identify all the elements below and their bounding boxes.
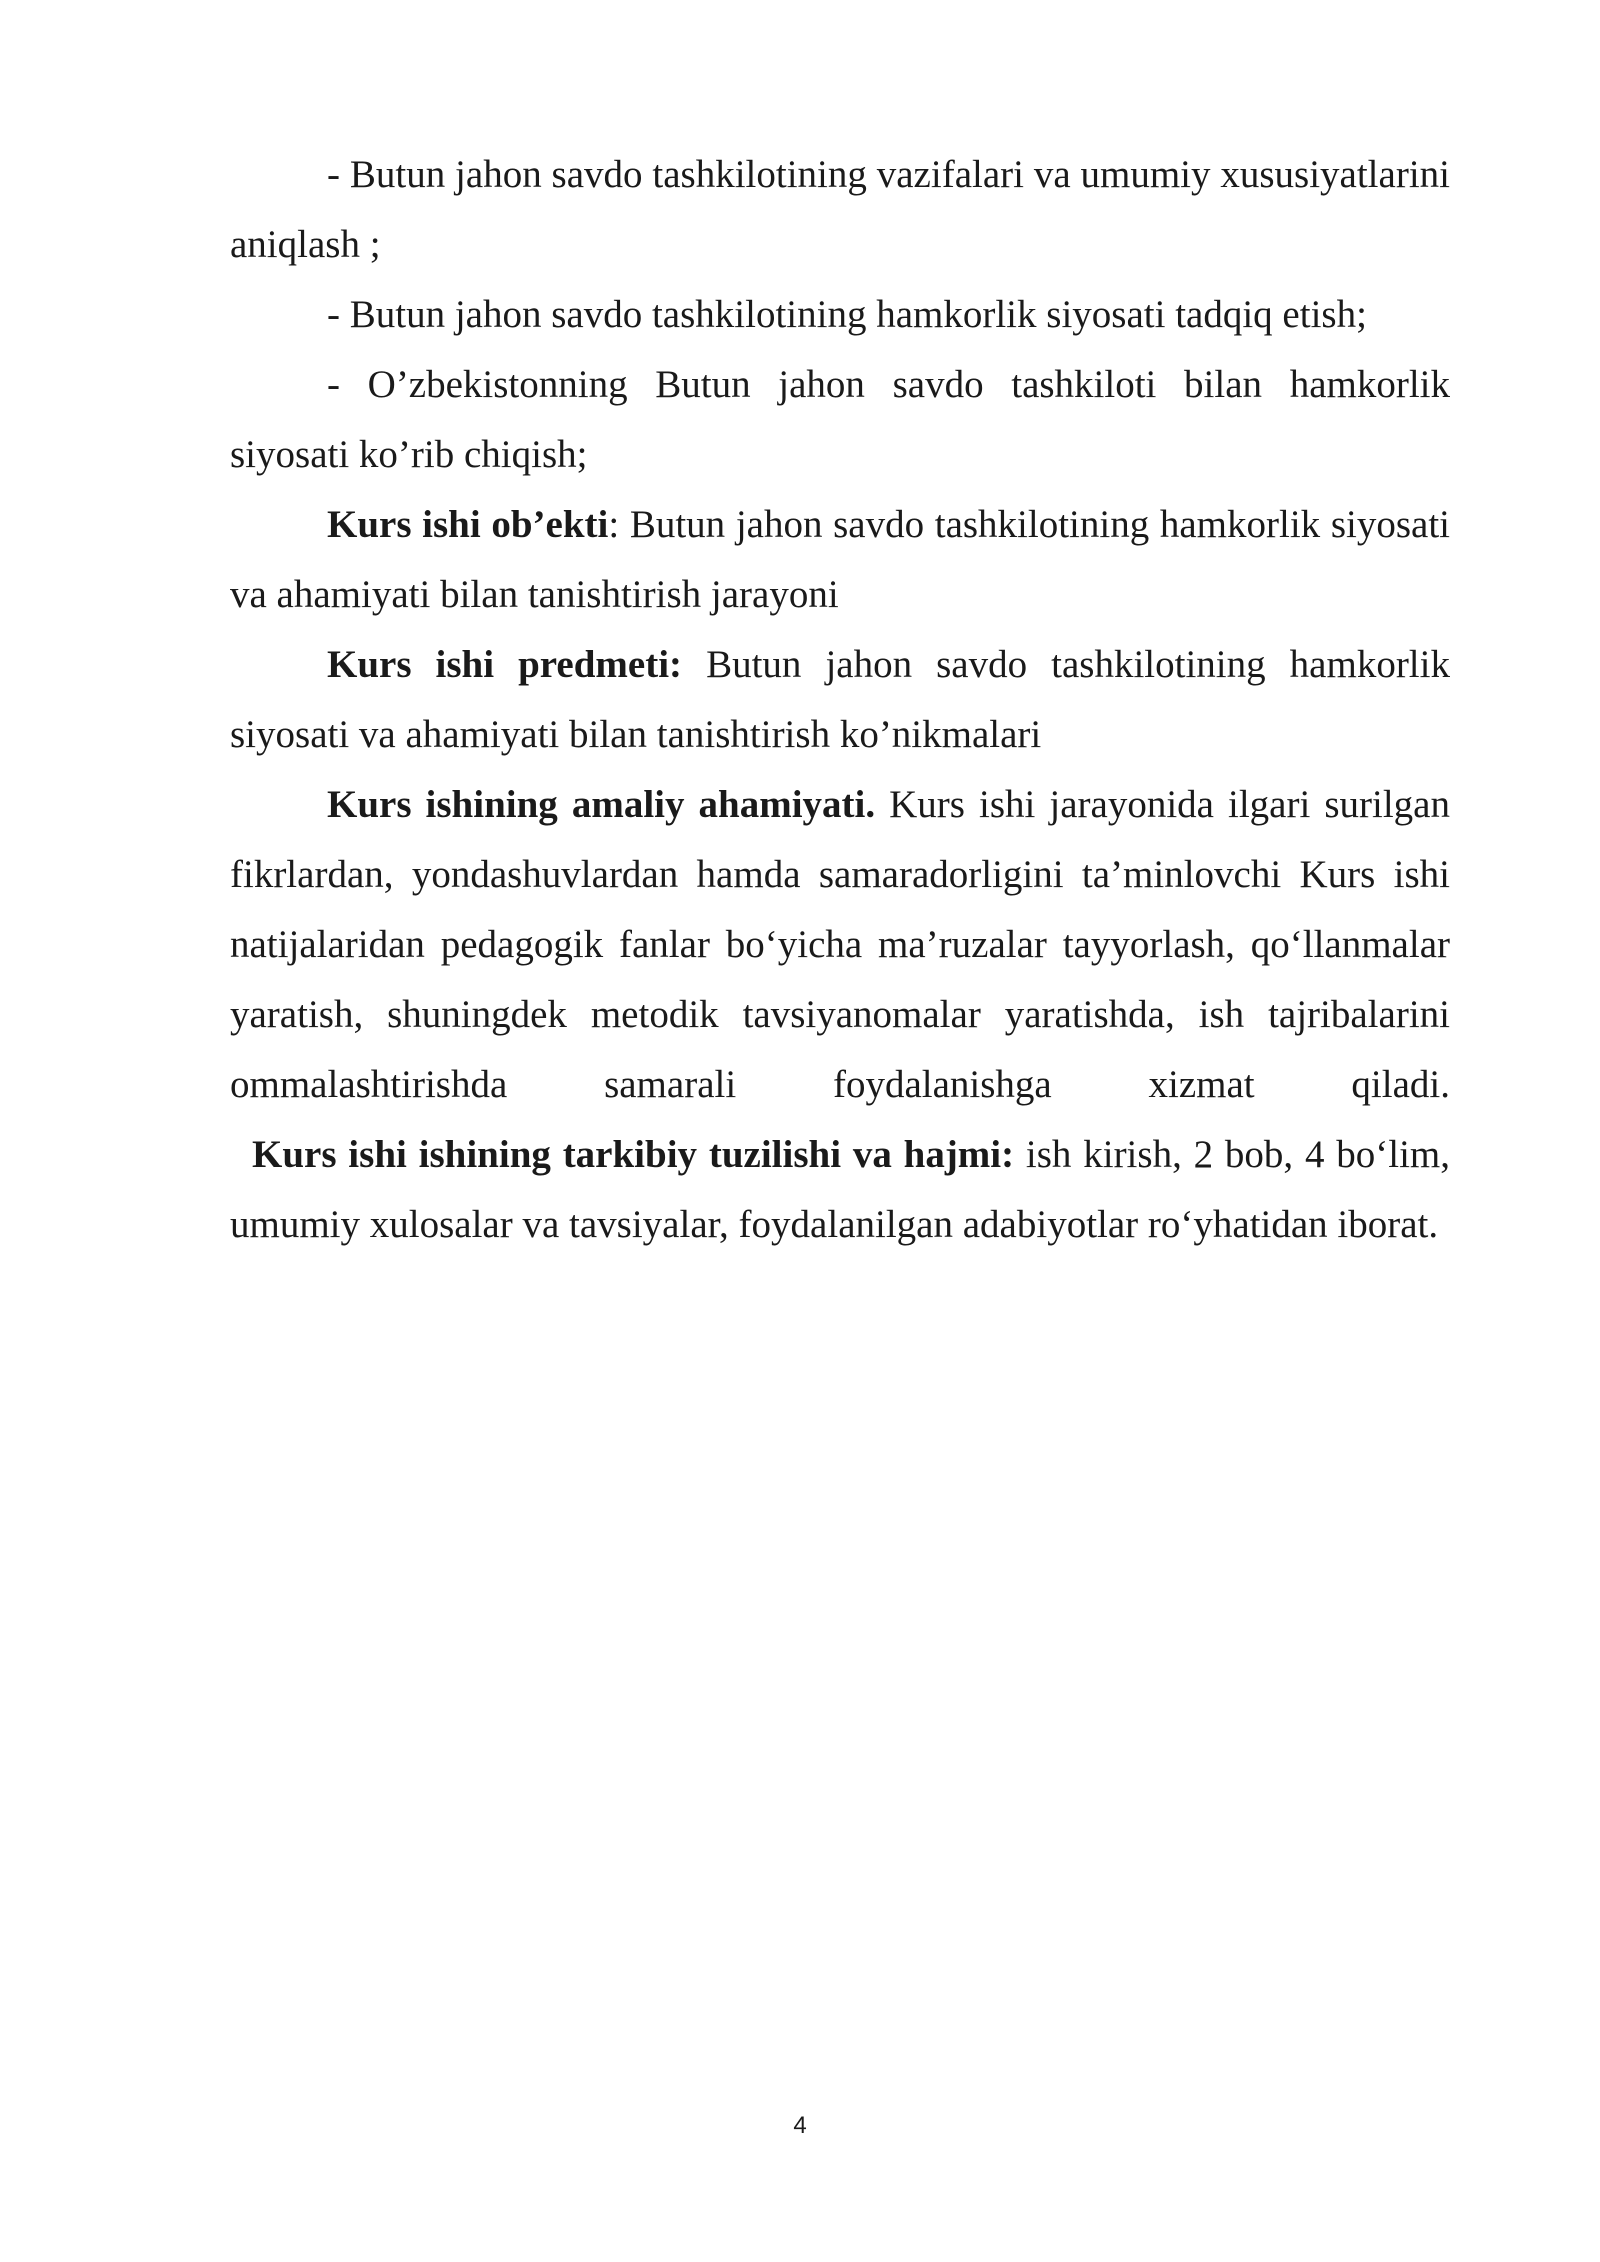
subject-label: Kurs ishi predmeti: [327,643,683,686]
object-paragraph [230,490,1450,630]
practical-paragraph [230,770,1450,1120]
object-text: : Butun jahon savdo tashkilotining hamkorlik siyosati va ahamiyati bilan tanishtirish jarayoni [230,503,1450,616]
practical-label: Kurs ishining amaliy ahamiyati. [327,783,876,826]
bullet-paragraph-1: - Butun jahon savdo tashkilotining vazifalari va umumiy xususiyatlarini aniqlash ; [230,153,1450,266]
structure-label: Kurs ishi ishining tarkibiy tuzilishi va hajmi: [252,1133,1015,1176]
page-number: 4 [793,2112,807,2139]
bullet-paragraph-3: - O’zbekistonning Butun jahon savdo tashkiloti bilan hamkorlik siyosati ko’rib chiqish; [230,363,1450,476]
structure-paragraph [230,1120,1450,1260]
page-content [230,140,1450,1260]
subject-paragraph [230,630,1450,770]
practical-text: Kurs ishi jarayonida ilgari surilgan fikrlardan, yondashuvlardan hamda samaradorligini ta’minlovchi Kurs ishi natijalaridan pedagogik fanlar bo‘yicha ma’ruzalar tayyorlash, qo‘llanmalar yaratish, shuningdek metodik tavsiyanomalar yaratishda, ish tajribalarini ommalashtirishda samarali foydalanishga xizmat qiladi. [230,783,1450,1106]
bullet-paragraph-2: - Butun jahon savdo tashkilotining hamkorlik siyosati tadqiq etish; [327,293,1367,336]
structure-text: ish kirish, 2 bob, 4 bo‘lim, umumiy xulosalar va tavsiyalar, foydalanilgan adabiyotlar ro‘yhatidan iborat. [230,1133,1450,1246]
object-label: Kurs ishi ob’ekti [327,503,609,546]
subject-text: Butun jahon savdo tashkilotining hamkorlik siyosati va ahamiyati bilan tanishtirish ko’nikmalari [230,643,1450,756]
